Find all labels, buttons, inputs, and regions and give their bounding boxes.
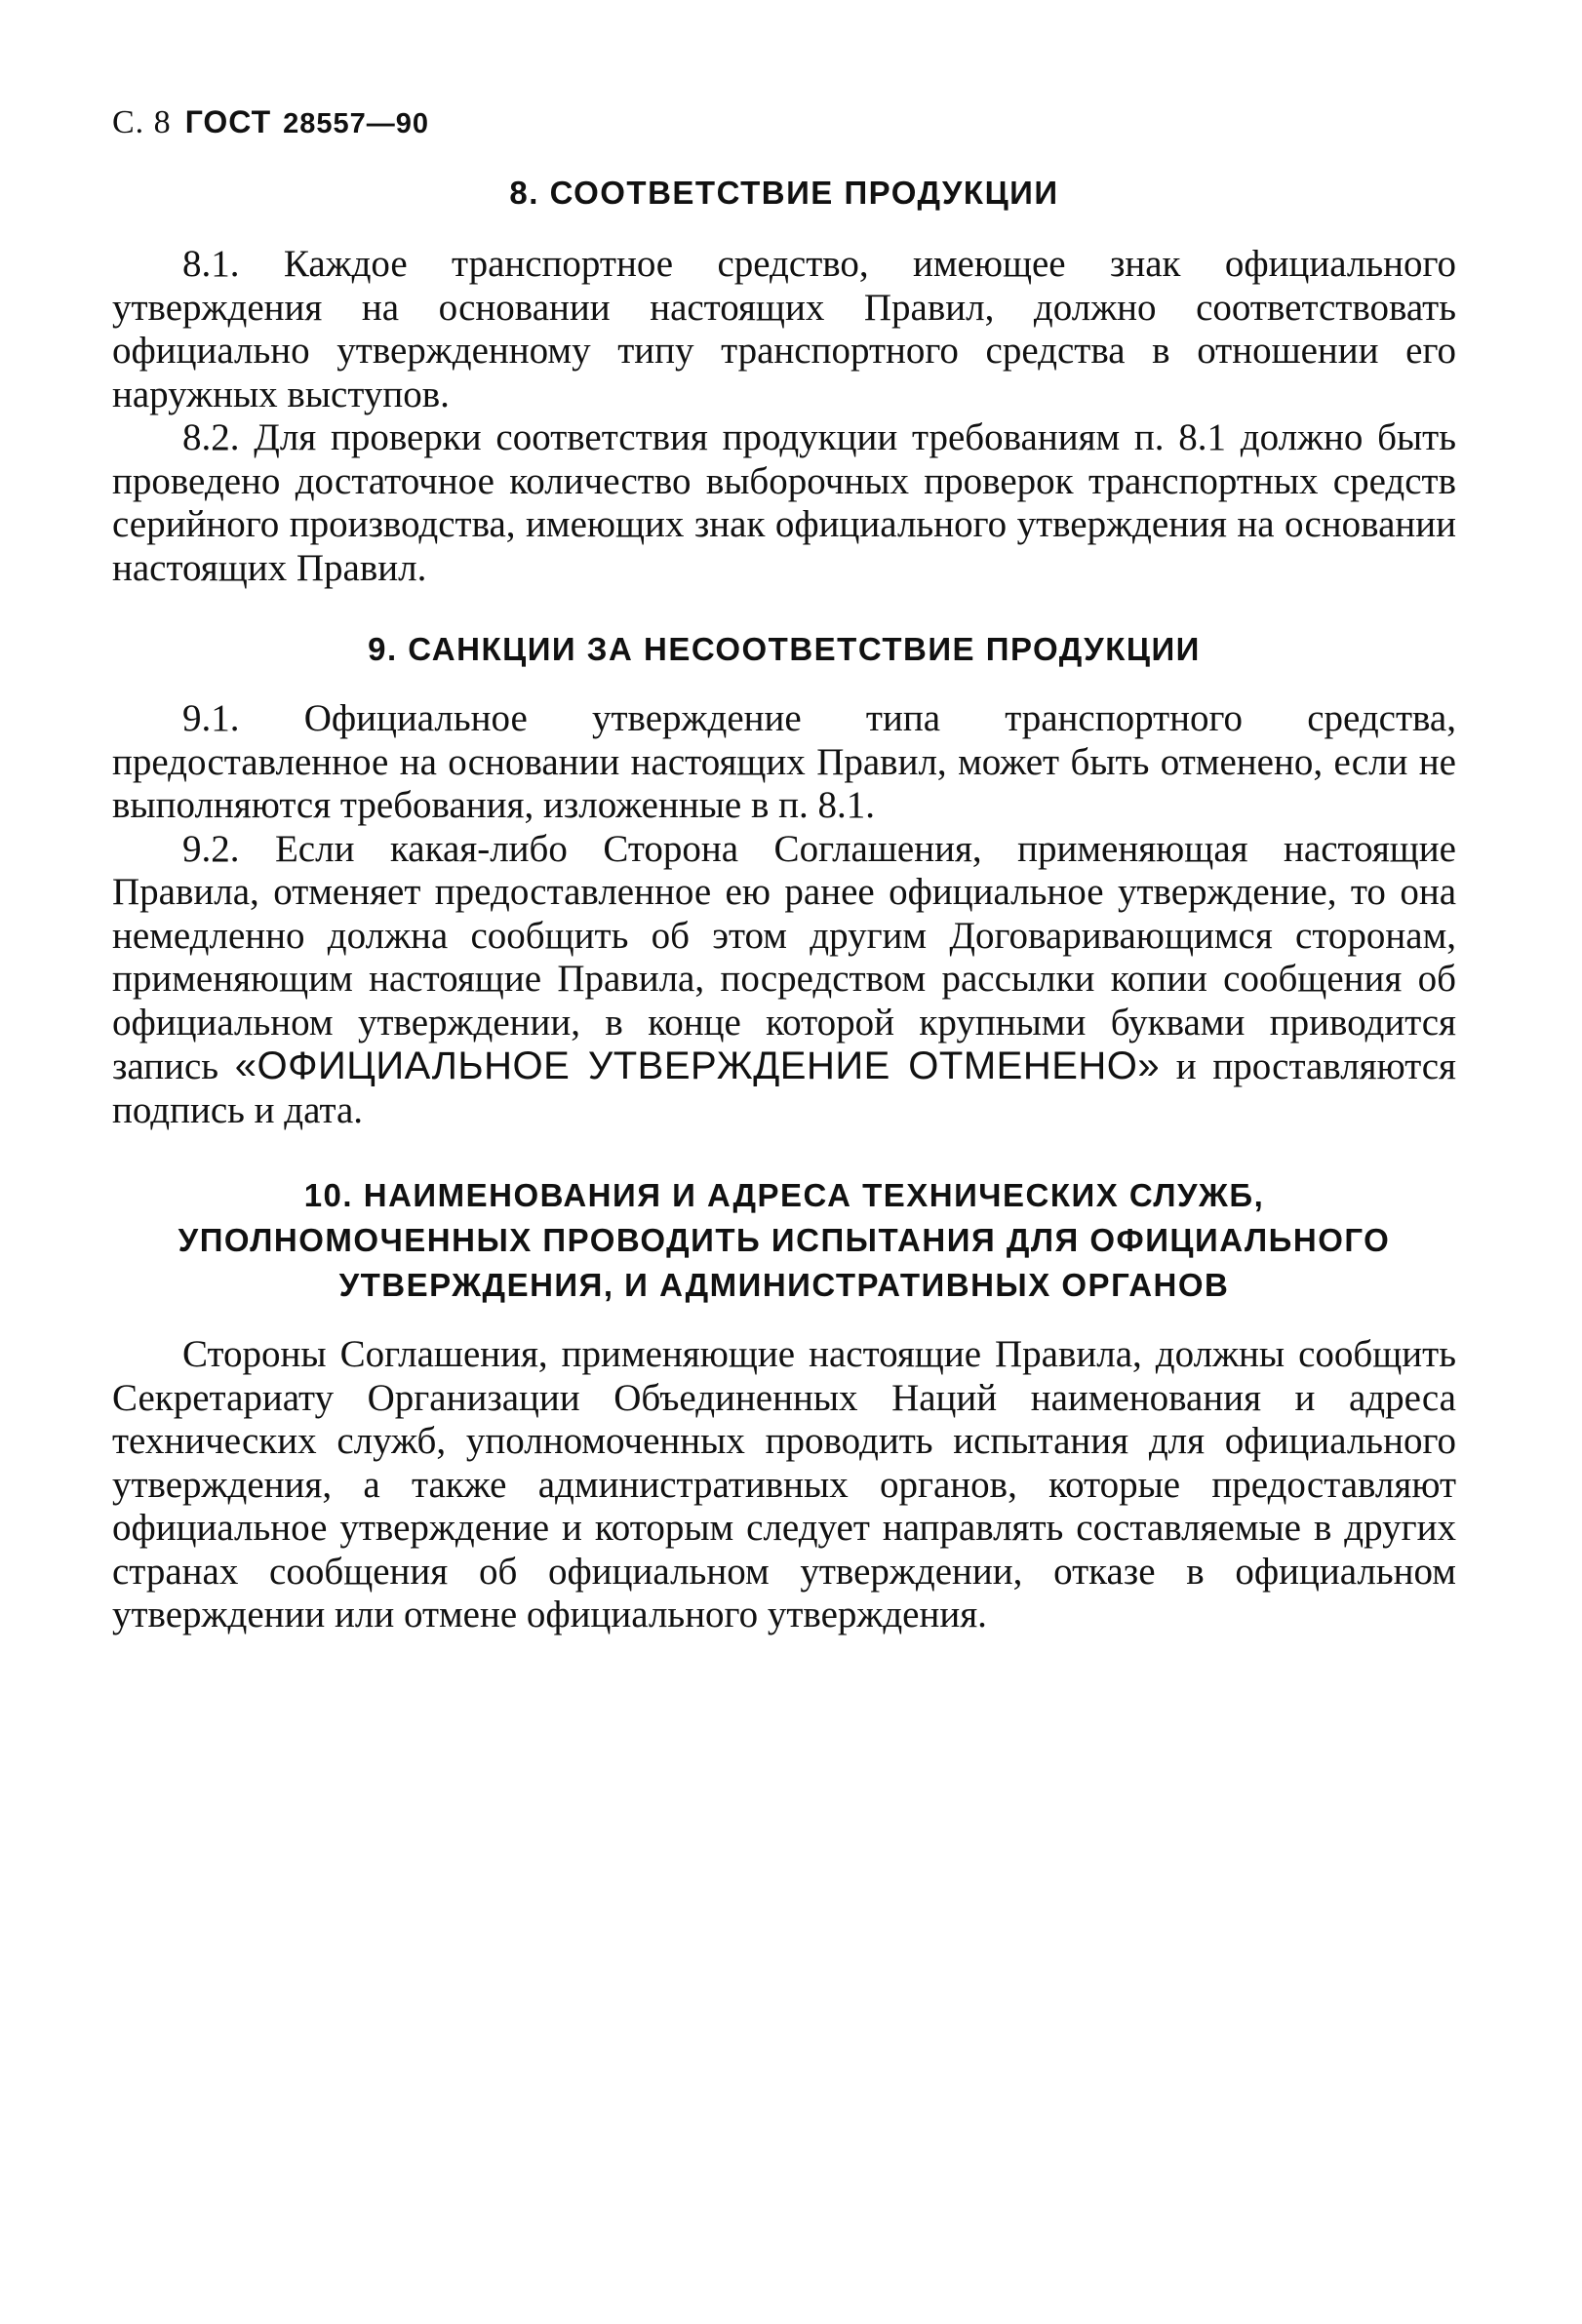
paragraph-9-2-text: 9.2. Если какая-либо Сторона Соглашения, применяющая настоящие Правила, отменяет предоставленное ею ранее официальное утверждение, то она немедленно должна сообщить об этом другим Договаривающимся сторонам, применяющим настоящие Правила, посредством рассылки копии сообщения об официальном утверждении, в конце которой крупными буквами приводится запись <box>112 827 1456 1087</box>
paragraph-9-2-caps-a: «ОФИЦИАЛЬНОЕ <box>234 1044 588 1087</box>
paragraph-9-1: 9.1. Официальное утверждение типа транспортного средства, предоставленное на основании настоящих Правил, может быть отменено, если не выполняются требования, изложенные в п. 8.1. <box>112 697 1456 826</box>
standard-name: ГОСТ <box>184 104 272 139</box>
paragraph-9-2 <box>112 828 1456 1133</box>
section-10-heading <box>112 1173 1456 1308</box>
paragraph-9-2-tail: и проставляются подпись и дата. <box>112 1045 1456 1131</box>
section-10-heading-line-2: УПОЛНОМОЧЕННЫХ ПРОВОДИТЬ ИСПЫТАНИЯ ДЛЯ ОФИЦИАЛЬНОГО <box>178 1222 1391 1258</box>
paragraph-9-2-caps-b: УТВЕРЖДЕНИЕ ОТМЕНЕНО» <box>587 1044 1161 1087</box>
section-10-heading-line-1: 10. НАИМЕНОВАНИЯ И АДРЕСА ТЕХНИЧЕСКИХ СЛУЖБ, <box>303 1177 1265 1213</box>
section-9-heading: 9. САНКЦИИ ЗА НЕСООТВЕТСТВИЕ ПРОДУКЦИИ <box>368 631 1201 667</box>
section-10-heading-line-3: УТВЕРЖДЕНИЯ, И АДМИНИСТРАТИВНЫХ ОРГАНОВ <box>338 1267 1230 1303</box>
paragraph-8-1: 8.1. Каждое транспортное средство, имеющее знак официального утверждения на основании настоящих Правил, должно соответствовать официально утвержденному типу транспортного средства в отношении его наружных выступов. <box>112 243 1456 415</box>
document-page <box>112 102 1456 1637</box>
running-header <box>112 102 1456 143</box>
paragraph-8-2: 8.2. Для проверки соответствия продукции требованиям п. 8.1 должно быть проведено достаточное количество выборочных проверок транспортных средств серийного производства, имеющих знак официального утверждения на основании настоящих Правил. <box>112 416 1456 589</box>
page-number: С. 8 <box>112 104 172 140</box>
paragraph-10: Стороны Соглашения, применяющие настоящие Правила, должны сообщить Секретариату Организации Объединенных Наций наименования и адреса технических служб, уполномоченных проводить испытания для официального утверждения, а также административных органов, которые предоставляют официальное утверждение и которым следует направлять составляемые в других странах сообщения об официальном утверждении, отказе в официальном утверждении или отмене официального утверждения. <box>112 1333 1456 1635</box>
section-8-heading: 8. СООТВЕТСТВИЕ ПРОДУКЦИИ <box>509 175 1059 211</box>
standard-number: 28557—90 <box>283 108 430 139</box>
